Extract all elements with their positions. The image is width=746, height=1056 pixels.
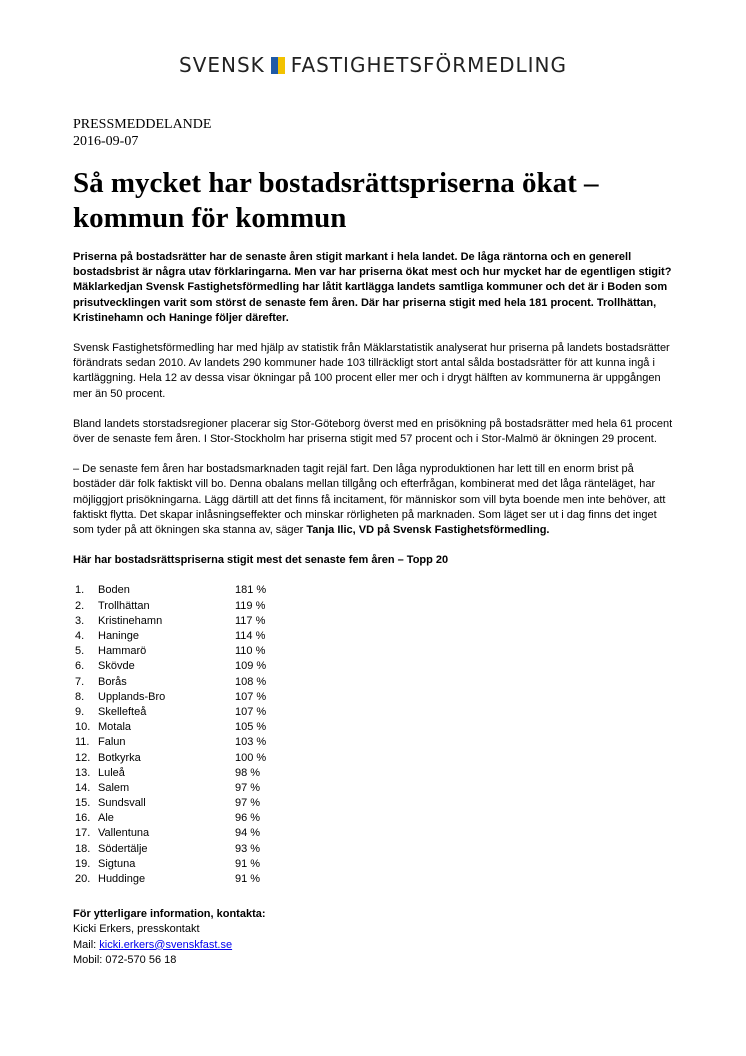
page-title: Så mycket har bostadsrättspriserna ökat – kommun för kommun xyxy=(73,167,599,234)
mail-label: Mail: xyxy=(73,938,100,951)
list-item-percent: 107 % xyxy=(235,690,267,703)
list-item-percent: 100 % xyxy=(235,751,267,764)
list-item xyxy=(73,583,673,598)
list-item xyxy=(73,811,673,826)
list-item xyxy=(73,781,673,796)
list-item-name: Skövde xyxy=(98,660,135,673)
quote-text: – De senaste fem åren har bostadsmarknaden tagit rejäl fart. Den låga nyproduktionen har lett till en enorm brist på bostäder där folk faktiskt vill bo. Denna obalans mellan tillgång och efterfrågan, kombinerat med det låga ränteläget, har möjliggjort prisökningarna. Lägg därtill att det finns få incitament, för människor som vill byta boende men inte behöver, att faktiskt flytta. Det skapar inlåsningseffekter och minskar rörligheten på marknaden. Som läget ser ut i dag finns det inget som tyder på att ökningen ska stanna av, säger xyxy=(73,463,666,537)
swedish-flag-icon xyxy=(271,57,285,74)
list-item-percent: 114 % xyxy=(235,630,266,643)
list-item-rank: 8. xyxy=(75,690,85,703)
contact-mobile: Mobil: 072-570 56 18 xyxy=(73,953,177,966)
list-item-percent: 96 % xyxy=(235,812,261,825)
list-item-name: Falun xyxy=(98,736,126,749)
body-paragraph-1: Svensk Fastighetsförmedling har med hjälp av statistik från Mäklarstatistik analyserat hur priserna på landets bostadsrätter förändrats sedan 2010. Av landets 290 kommuner hade 103 tillräckligt stort antal sålda bostadsrätter för att kunna ingå i kartläggning. Hela 12 av dessa visar ökningar på 100 procent eller mer och i drygt hälften av kommunerna är uppgången mer än 50 procent. xyxy=(73,342,670,400)
list-item-percent: 97 % xyxy=(235,781,261,794)
list-item-rank: 12. xyxy=(75,751,91,764)
list-item xyxy=(73,751,673,766)
list-item-percent: 93 % xyxy=(235,842,261,855)
list-item-rank: 17. xyxy=(75,827,91,840)
list-item-name: Sigtuna xyxy=(98,857,136,870)
flag-stripe-blue xyxy=(271,57,278,74)
contact-person: Kicki Erkers, presskontakt xyxy=(73,923,200,936)
list-item-rank: 6. xyxy=(75,660,85,673)
list-item-name: Salem xyxy=(98,781,130,794)
list-item-percent: 181 % xyxy=(235,584,267,597)
list-item-percent: 105 % xyxy=(235,721,267,734)
list-item xyxy=(73,872,673,887)
list-item-name: Luleå xyxy=(98,766,125,779)
company-logo xyxy=(0,53,746,77)
list-item-rank: 18. xyxy=(75,842,91,855)
list-item xyxy=(73,614,673,629)
list-item-percent: 108 % xyxy=(235,675,267,688)
list-item-percent: 97 % xyxy=(235,797,261,810)
list-item xyxy=(73,857,673,872)
list-item xyxy=(73,659,673,674)
list-item-name: Sundsvall xyxy=(98,797,146,810)
list-item-name: Huddinge xyxy=(98,873,146,886)
contact-heading: För ytterligare information, kontakta: xyxy=(73,908,266,921)
lead-paragraph: Priserna på bostadsrätter har de senaste åren stigit markant i hela landet. De låga räntorna och en generell bostadsbrist är några utav förklaringarna. Men var har priserna ökat mest och hur mycket har de egentligen stigit? Mäklarkedjan Svensk Fastighetsförmedling har låtit kartlägga landets samtliga kommuner och det är i Boden som prisutvecklingen varit som störst de senaste fem åren. Där har priserna stigit med hela 181 procent. Trollhättan, Kristinehamn och Haninge följer därefter. xyxy=(73,251,672,324)
list-item-rank: 9. xyxy=(75,705,85,718)
list-item-rank: 10. xyxy=(75,721,91,734)
list-item-name: Ale xyxy=(98,812,114,825)
list-item xyxy=(73,796,673,811)
list-item-name: Borås xyxy=(98,675,127,688)
list-item xyxy=(73,629,673,644)
contact-mail-line xyxy=(73,938,673,953)
list-item-name: Hammarö xyxy=(98,645,147,658)
quote-paragraph xyxy=(73,462,673,538)
list-item-rank: 4. xyxy=(75,630,85,643)
top20-heading: Här har bostadsrättspriserna stigit mest det senaste fem åren – Topp 20 xyxy=(73,554,449,567)
list-item xyxy=(73,705,673,720)
quote-speaker: Tanja Ilic, VD på Svensk Fastighetsförmedling. xyxy=(306,524,550,537)
list-item xyxy=(73,720,673,735)
list-item-rank: 20. xyxy=(75,873,91,886)
list-item-rank: 16. xyxy=(75,812,91,825)
list-item xyxy=(73,690,673,705)
flag-stripe-yellow xyxy=(278,57,285,74)
list-item xyxy=(73,735,673,750)
list-item-percent: 94 % xyxy=(235,827,261,840)
list-item-name: Kristinehamn xyxy=(98,614,163,627)
list-item-name: Södertälje xyxy=(98,842,148,855)
list-item-rank: 2. xyxy=(75,599,85,612)
body-paragraph-2: Bland landets storstadsregioner placerar sig Stor-Göteborg överst med en prisökning på bostadsrätter med hela 61 procent över de senaste fem åren. I Stor-Stockholm har priserna stigit med 57 procent och i Stor-Malmö är ökningen 29 procent. xyxy=(73,417,673,446)
list-item-rank: 7. xyxy=(75,675,85,688)
list-item-percent: 91 % xyxy=(235,857,261,870)
list-item-percent: 117 % xyxy=(235,614,266,627)
list-item-percent: 107 % xyxy=(235,705,267,718)
list-item-name: Botkyrka xyxy=(98,751,141,764)
list-item-name: Haninge xyxy=(98,630,139,643)
article-body xyxy=(73,250,673,968)
document-type: PRESSMEDDELANDE xyxy=(73,117,212,132)
mail-link[interactable]: kicki.erkers@svenskfast.se xyxy=(99,938,233,951)
list-item xyxy=(73,675,673,690)
press-meta xyxy=(73,116,211,150)
list-item-rank: 15. xyxy=(75,797,91,810)
list-item-name: Boden xyxy=(98,584,130,597)
list-item-percent: 103 % xyxy=(235,736,267,749)
logo-text-left: SVENSK xyxy=(179,53,265,77)
list-item-percent: 98 % xyxy=(235,766,261,779)
list-item xyxy=(73,766,673,781)
list-item xyxy=(73,842,673,857)
list-item-name: Skellefteå xyxy=(98,705,147,718)
list-item-percent: 91 % xyxy=(235,873,261,886)
list-item-rank: 19. xyxy=(75,857,91,870)
list-item-name: Trollhättan xyxy=(98,599,150,612)
list-item xyxy=(73,644,673,659)
list-item-rank: 14. xyxy=(75,781,91,794)
list-item xyxy=(73,826,673,841)
logo-text-right: FASTIGHETSFÖRMEDLING xyxy=(290,53,567,77)
contact-block xyxy=(73,907,673,968)
top20-list xyxy=(73,583,673,887)
list-item-percent: 109 % xyxy=(235,660,267,673)
list-item xyxy=(73,599,673,614)
list-item-percent: 119 % xyxy=(235,599,266,612)
list-item-rank: 5. xyxy=(75,645,85,658)
list-item-name: Vallentuna xyxy=(98,827,150,840)
list-item-rank: 1. xyxy=(75,584,85,597)
list-item-name: Upplands-Bro xyxy=(98,690,166,703)
list-item-rank: 13. xyxy=(75,766,91,779)
list-item-rank: 11. xyxy=(75,736,90,749)
publish-date: 2016-09-07 xyxy=(73,134,139,149)
list-item-rank: 3. xyxy=(75,614,85,627)
list-item-name: Motala xyxy=(98,721,132,734)
list-item-percent: 110 % xyxy=(235,645,266,658)
